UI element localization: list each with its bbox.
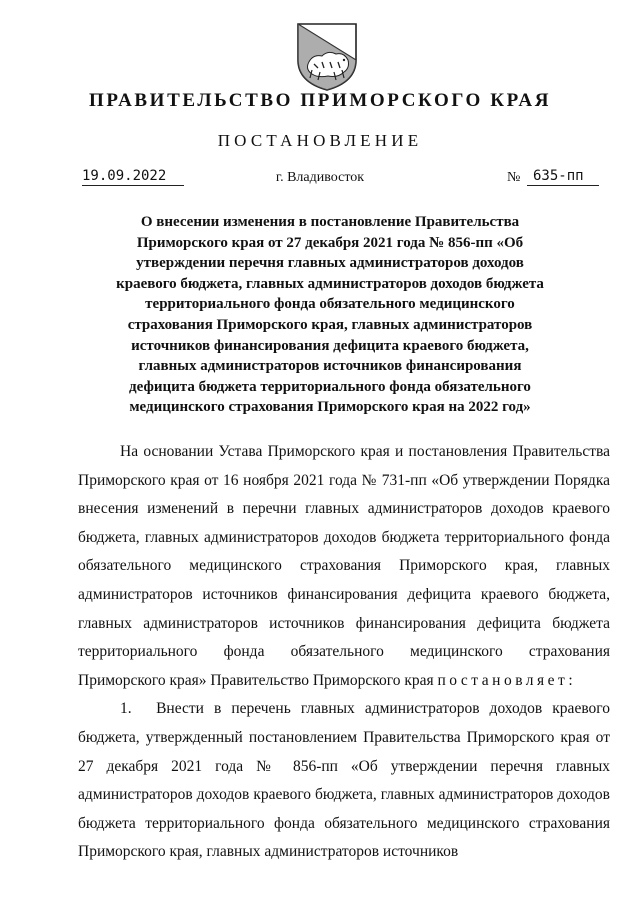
document-meta-row: [0, 167, 640, 189]
document-type: ПОСТАНОВЛЕНИЕ: [217, 131, 423, 150]
government-title: ПРАВИТЕЛЬСТВО ПРИМОРСКОГО КРАЯ: [88, 90, 552, 111]
document-date: 19.09.2022: [82, 167, 184, 186]
preamble-text: На основании Устава Приморского края и постановления Правительства Приморского края от 16 ноября 2021 года № 731-пп «Об утверждении Порядка внесения изменений в перечни главных администраторов доходов краевого бюджета, главных администраторов доходов бюджета территориального фонда обязательного медицинского страхования Приморского края, главных администраторов источников финансирования дефицита краевого бюджета, главных администраторов источников финансирования дефицита бюджета территориального фонда обязательного медицинского страхования Приморского края» Правительство Приморского края: [78, 443, 610, 689]
number-sign: №: [507, 170, 521, 185]
preamble-paragraph: [78, 438, 610, 695]
document-body: [78, 438, 610, 867]
item-1-text: Внести в перечень главных администраторов доходов краевого бюджета, утвержденный постановлением Правительства Приморского края от 27 декабря 2021 года № 856-пп «Об утверждении перечня главных администраторов доходов краевого бюджета, главных администраторов доходов бюджета территориального фонда обязательного медицинского страхования Приморского края, главных администраторов источников: [78, 700, 611, 861]
coat-of-arms-emblem: [294, 20, 360, 92]
item-1-number: 1.: [120, 700, 132, 718]
document-number: 635-пп: [527, 167, 599, 186]
document-city: г. Владивосток: [275, 170, 365, 185]
item-1-paragraph: [78, 695, 610, 867]
decree-word: постановляет:: [437, 671, 577, 689]
document-heading: О внесении изменения в постановление Правительства Приморского края от 27 декабря 2021 года № 856-пп «Об утверждении перечня главных администраторов доходов краевого бюджета, главных администраторов доходов бюджета территориального фонда обязательного медицинского страхования Приморского края, главных администраторов источников финансирования дефицита краевого бюджета, главных администраторов источников финансирования дефицита бюджета территориального фонда обязательного медицинского страхования Приморского края на 2022 год»: [116, 214, 544, 416]
